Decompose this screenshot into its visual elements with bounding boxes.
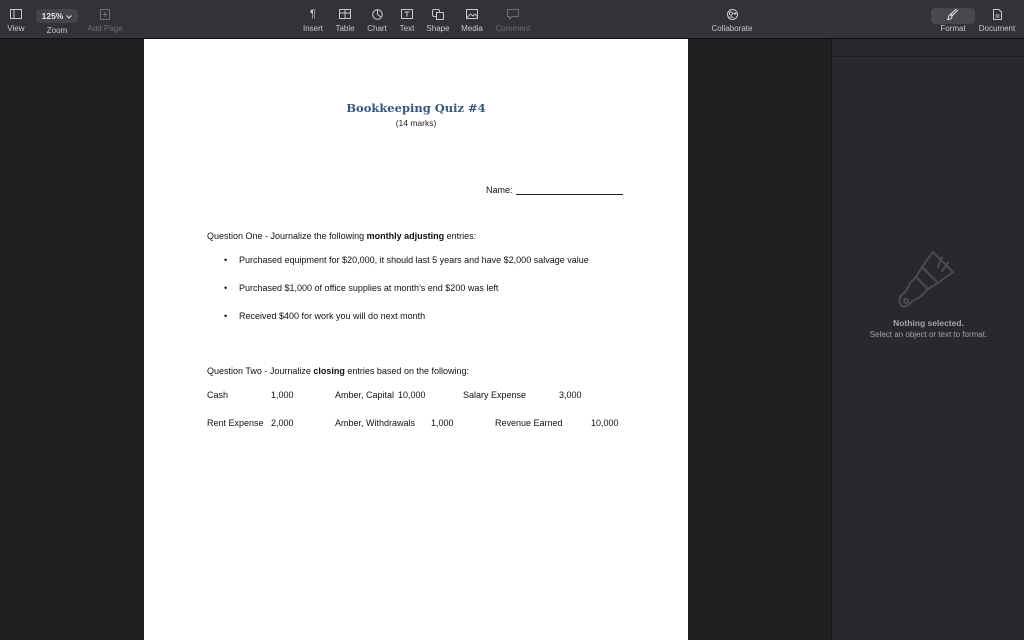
bullet-icon: • bbox=[224, 283, 228, 293]
chart-icon bbox=[372, 6, 383, 22]
add-page-button[interactable] bbox=[86, 6, 124, 36]
q2-prefix: Question Two - Journalize bbox=[207, 366, 314, 376]
zoom-select[interactable] bbox=[36, 9, 78, 23]
salary-expense-value[interactable]: 3,000 bbox=[559, 390, 582, 400]
question-two-heading[interactable] bbox=[207, 366, 469, 376]
media-icon bbox=[466, 6, 478, 22]
bullet-icon: • bbox=[224, 255, 228, 265]
comment-label: Comment bbox=[495, 24, 531, 33]
salary-expense-label[interactable]: Salary Expense bbox=[463, 390, 527, 400]
question-one-heading[interactable] bbox=[207, 231, 476, 241]
page-subtitle[interactable]: (14 marks) bbox=[395, 118, 437, 128]
cash-label[interactable]: Cash bbox=[207, 390, 229, 400]
withdrawals-label[interactable]: Amber, Withdrawals bbox=[335, 418, 416, 428]
insert-label: Insert bbox=[302, 24, 323, 33]
revenue-earned-label[interactable]: Revenue Earned bbox=[495, 418, 563, 428]
chart-label: Chart bbox=[367, 24, 387, 33]
shape-icon bbox=[432, 6, 444, 22]
view-button[interactable] bbox=[6, 6, 26, 36]
name-label: Name: bbox=[486, 185, 513, 195]
add-page-icon bbox=[100, 6, 110, 22]
media-button[interactable] bbox=[459, 6, 485, 36]
paintbrush-icon bbox=[947, 6, 959, 22]
table-label: Table bbox=[335, 24, 355, 33]
media-label: Media bbox=[461, 24, 483, 33]
capital-label[interactable]: Amber, Capital bbox=[335, 390, 395, 400]
q1-item-3[interactable]: Received $400 for work you will do next month bbox=[239, 311, 426, 321]
table-button[interactable] bbox=[333, 6, 357, 36]
text-button[interactable] bbox=[396, 6, 418, 36]
q2-bold: closing bbox=[313, 366, 345, 376]
comment-button[interactable] bbox=[494, 6, 532, 36]
format-button[interactable] bbox=[935, 6, 971, 36]
q1-prefix: Question One - Journalize the following bbox=[207, 231, 367, 241]
name-blank-line bbox=[516, 184, 623, 195]
document-page[interactable] bbox=[144, 39, 688, 640]
shape-button[interactable] bbox=[425, 6, 451, 36]
collaborate-icon bbox=[726, 6, 739, 22]
rent-expense-label[interactable]: Rent Expense bbox=[207, 418, 264, 428]
format-label: Format bbox=[940, 24, 966, 33]
zoom-label: Zoom bbox=[46, 26, 68, 35]
chart-button[interactable] bbox=[365, 6, 389, 36]
chevron-down-icon bbox=[66, 11, 72, 21]
text-label: Text bbox=[399, 24, 415, 33]
withdrawals-value[interactable]: 1,000 bbox=[431, 418, 454, 428]
format-inspector bbox=[831, 39, 1024, 640]
rent-expense-value[interactable]: 2,000 bbox=[271, 418, 294, 428]
collaborate-label: Collaborate bbox=[711, 24, 753, 33]
cash-value[interactable]: 1,000 bbox=[271, 390, 294, 400]
revenue-earned-value[interactable]: 10,000 bbox=[591, 418, 619, 428]
sidebar-icon bbox=[10, 6, 22, 22]
q2-suffix: entries based on the following: bbox=[344, 366, 469, 376]
collaborate-button[interactable] bbox=[708, 6, 756, 36]
toolbar bbox=[0, 0, 1024, 39]
inspector-divider bbox=[832, 56, 1024, 57]
document-button[interactable] bbox=[977, 6, 1017, 36]
q1-suffix: entries: bbox=[444, 231, 477, 241]
q1-item-2[interactable]: Purchased $1,000 of office supplies at month’s end $200 was left bbox=[239, 283, 499, 293]
comment-icon bbox=[507, 6, 519, 22]
name-row[interactable] bbox=[486, 184, 623, 195]
q1-item-1[interactable]: Purchased equipment for $20,000, it should last 5 years and have $2,000 salvage value bbox=[239, 255, 589, 265]
table-icon bbox=[339, 6, 351, 22]
empty-state-title: Nothing selected. bbox=[893, 318, 964, 328]
paintbrush-icon bbox=[898, 247, 958, 316]
zoom-value: 125% bbox=[41, 11, 64, 21]
bullet-icon: • bbox=[224, 311, 228, 321]
paragraph-icon: ¶ bbox=[310, 8, 316, 20]
document-label: Document bbox=[978, 24, 1016, 33]
document-canvas[interactable] bbox=[0, 39, 831, 640]
capital-value[interactable]: 10,000 bbox=[398, 390, 426, 400]
insert-button[interactable] bbox=[300, 6, 326, 36]
q1-bold: monthly adjusting bbox=[366, 231, 445, 241]
document-icon bbox=[993, 6, 1002, 22]
add-page-label: Add Page bbox=[87, 24, 123, 33]
textbox-icon bbox=[401, 6, 413, 22]
zoom-label-wrap bbox=[44, 26, 70, 38]
shape-label: Shape bbox=[426, 24, 450, 33]
page-title[interactable]: Bookkeeping Quiz #4 bbox=[346, 101, 486, 115]
empty-state-subtitle: Select an object or text to format. bbox=[869, 330, 988, 339]
view-label: View bbox=[7, 24, 25, 33]
